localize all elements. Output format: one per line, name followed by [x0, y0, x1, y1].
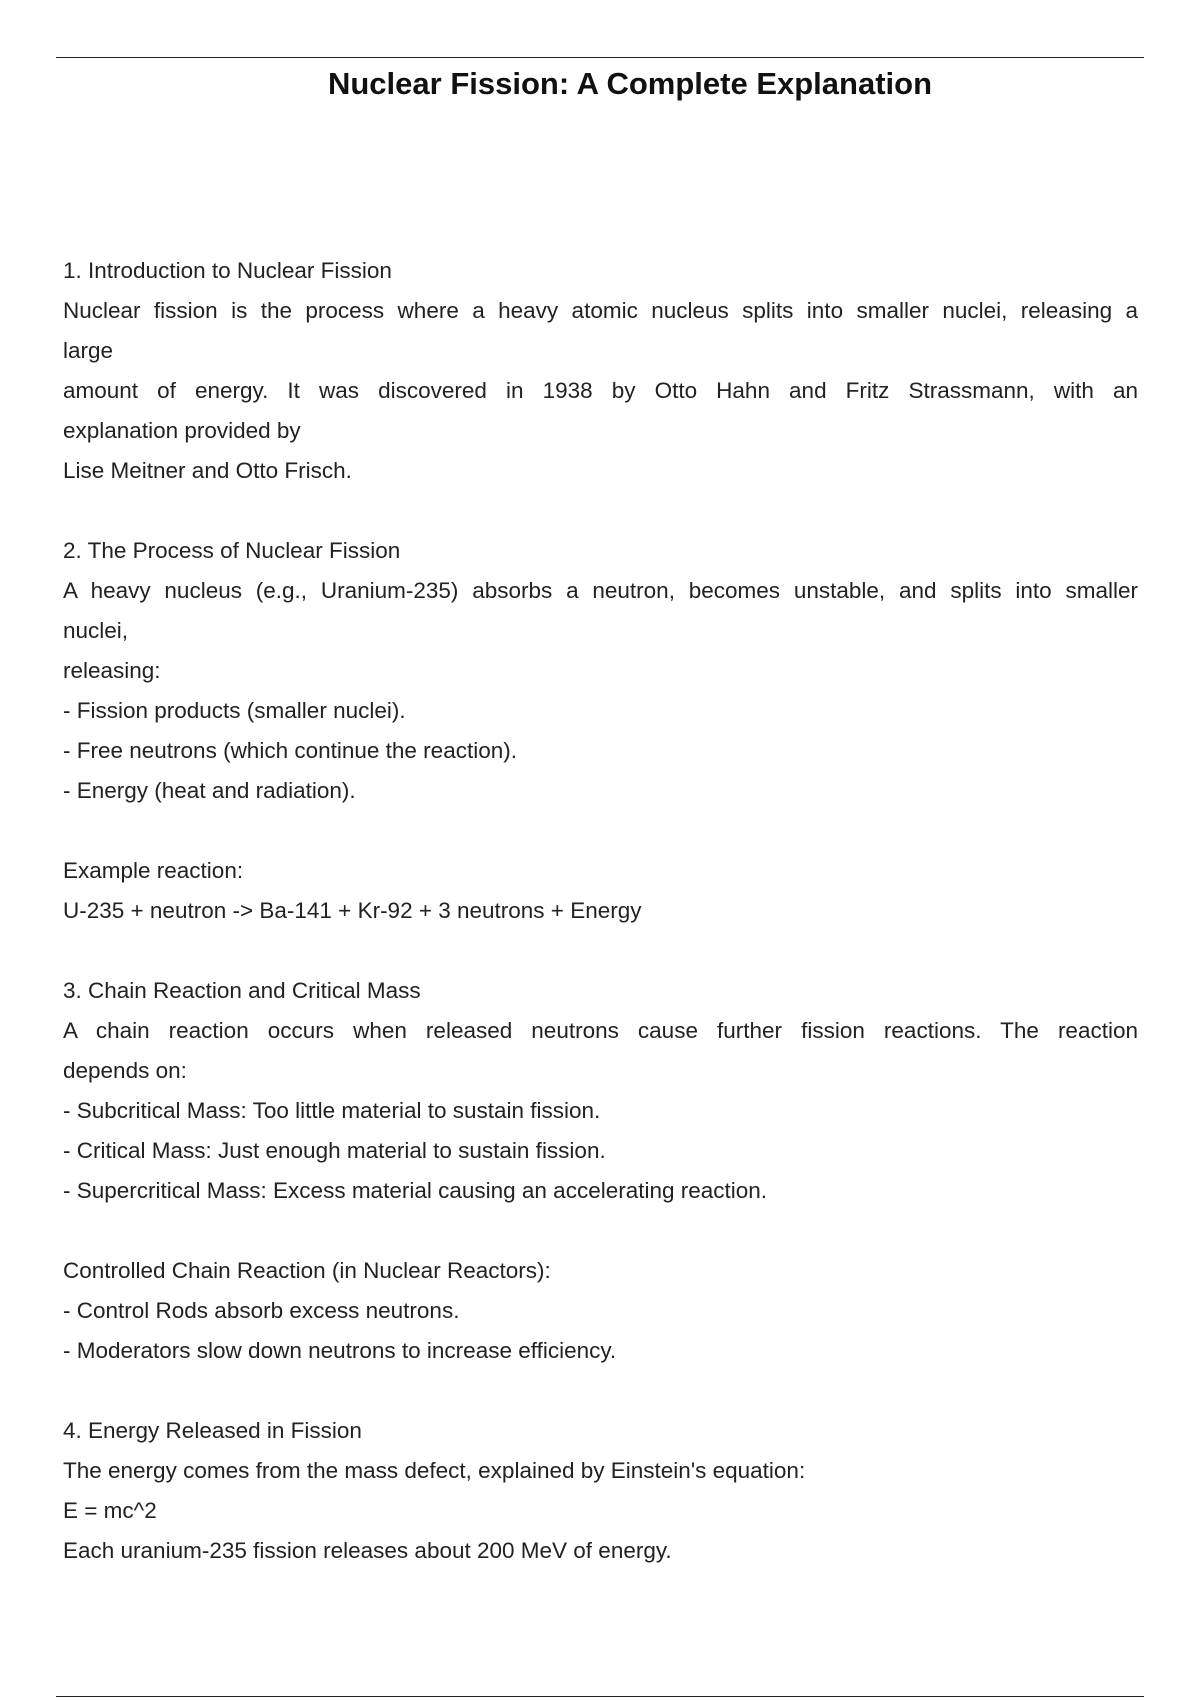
example-label: Example reaction:: [63, 858, 244, 883]
paragraph-line: Lise Meitner and Otto Frisch.: [63, 458, 352, 483]
section-process: [63, 531, 1138, 931]
section-spacer: [63, 1371, 1138, 1411]
paragraph-line: A chain reaction occurs when released neutrons cause further fission reactions. The reaction: [63, 1018, 1138, 1043]
list-item: - Subcritical Mass: Too little material to sustain fission.: [63, 1098, 601, 1123]
paragraph-line: The energy comes from the mass defect, explained by Einstein's equation:: [63, 1458, 806, 1483]
section-heading: 2. The Process of Nuclear Fission: [63, 538, 401, 563]
section-chain-reaction: [63, 971, 1138, 1371]
section-spacer: [63, 1211, 1138, 1251]
controlled-label: Controlled Chain Reaction (in Nuclear Reactors):: [63, 1258, 551, 1283]
section-heading: 3. Chain Reaction and Critical Mass: [63, 978, 421, 1003]
paragraph-line: amount of energy. It was discovered in 1938 by Otto Hahn and Fritz Strassmann, with an: [63, 378, 1138, 403]
section-spacer: [63, 491, 1138, 531]
list-item: - Moderators slow down neutrons to increase efficiency.: [63, 1338, 617, 1363]
example-equation: U-235 + neutron -> Ba-141 + Kr-92 + 3 neutrons + Energy: [63, 898, 642, 923]
list-item: - Control Rods absorb excess neutrons.: [63, 1298, 460, 1323]
document-body: [63, 251, 1138, 1571]
paragraph-line: large: [63, 338, 114, 363]
list-item: - Critical Mass: Just enough material to sustain fission.: [63, 1138, 606, 1163]
list-item: - Energy (heat and radiation).: [63, 778, 356, 803]
paragraph-line: depends on:: [63, 1058, 187, 1083]
bottom-rule: [56, 1696, 1144, 1697]
paragraph-line: nuclei,: [63, 618, 129, 643]
paragraph-line: Nuclear fission is the process where a heavy atomic nucleus splits into smaller nuclei, releasing a: [63, 298, 1138, 323]
top-rule: [56, 57, 1144, 58]
section-spacer: [63, 811, 1138, 851]
list-item: - Fission products (smaller nuclei).: [63, 698, 406, 723]
section-introduction: [63, 251, 1138, 491]
list-item: - Supercritical Mass: Excess material causing an accelerating reaction.: [63, 1178, 768, 1203]
equation-line: E = mc^2: [63, 1498, 157, 1523]
section-energy: [63, 1411, 1138, 1571]
paragraph-line: A heavy nucleus (e.g., Uranium-235) absorbs a neutron, becomes unstable, and splits into smaller: [63, 578, 1138, 603]
document-title: Nuclear Fission: A Complete Explanation: [327, 66, 933, 101]
paragraph-line: Each uranium-235 fission releases about 200 MeV of energy.: [63, 1538, 672, 1563]
section-spacer: [63, 931, 1138, 971]
section-heading: 1. Introduction to Nuclear Fission: [63, 258, 392, 283]
list-item: - Free neutrons (which continue the reaction).: [63, 738, 517, 763]
section-heading: 4. Energy Released in Fission: [63, 1418, 362, 1443]
paragraph-line: explanation provided by: [63, 418, 301, 443]
paragraph-line: releasing:: [63, 658, 161, 683]
